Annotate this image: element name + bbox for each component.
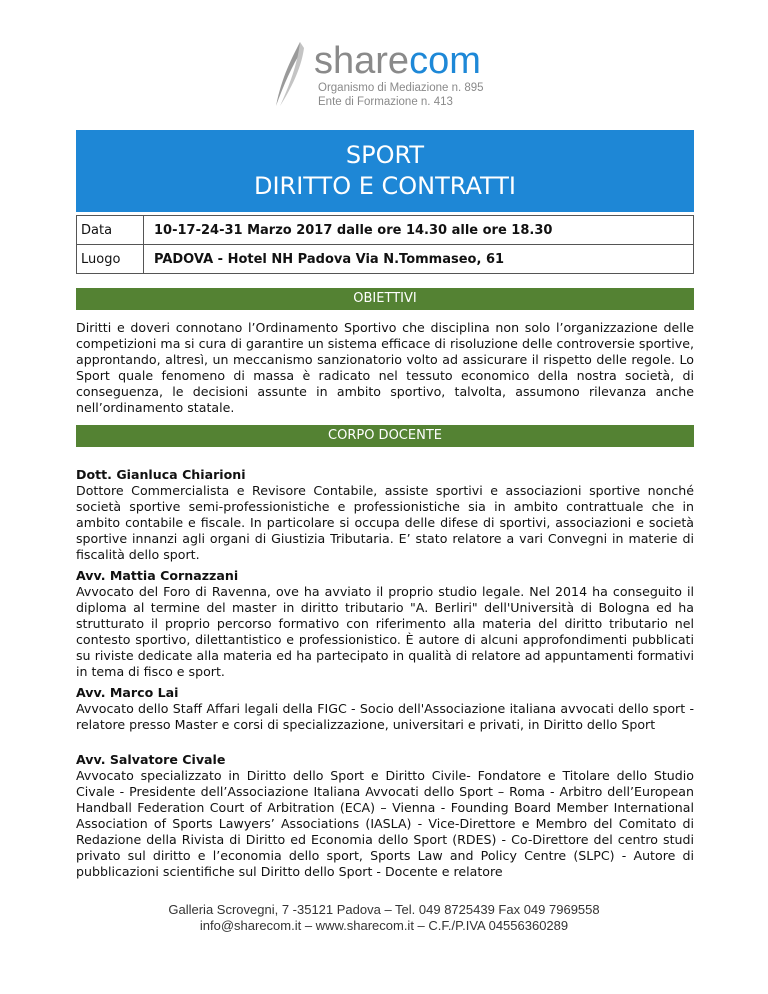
faculty-member — [76, 685, 694, 733]
logo-subtitle-mediation: Organismo di Mediazione n. 895 — [318, 82, 484, 94]
sharecom-logo — [270, 40, 510, 115]
faculty-name: Dott. Gianluca Chiarioni — [76, 467, 246, 482]
title-line-2: DIRITTO E CONTRATTI — [253, 172, 517, 200]
logo-wordmark: sharecom — [314, 40, 481, 82]
place-label: Luogo — [77, 245, 144, 274]
title-banner — [76, 130, 694, 212]
faculty-member — [76, 467, 694, 563]
faculty-bio: Avvocato specializzato in Diritto dello Sport e Diritto Civile- Fondatore e Titolare dello Studio Civale - Presidente dell’Associazione Italiana Avvocati dello Sport – Roma - Arbitro dell’European Handball Federation Court of Arbitration (ECA) – Vienna - Founding Board Member International Association of Sports Lawyers’ Associations (IASLA) - Vice-Direttore e Membro del Comitato di Redazione della Rivista di Diritto ed Economia dello Sport (RDES) - Co-Direttore del centro studi privato sul diritto e l’economia dello sport, Sports Law and Policy Centre (SLPC) - Autore di pubblicazioni scientifiche sul Diritto dello Sport - Docente e relatore — [76, 768, 694, 879]
faculty-name: Avv. Mattia Cornazzani — [76, 568, 239, 583]
title-line-1: SPORT — [345, 141, 425, 169]
faculty-member — [76, 568, 694, 680]
date-value: 10-17-24-31 Marzo 2017 dalle ore 14.30 alle ore 18.30 — [144, 216, 694, 245]
table-row — [77, 216, 694, 245]
logo-subtitle-training: Ente di Formazione n. 413 — [318, 96, 453, 108]
place-value: PADOVA - Hotel NH Padova Via N.Tommaseo, 61 — [144, 245, 694, 274]
event-info-table — [76, 215, 694, 274]
table-row — [77, 245, 694, 274]
logo-swoosh-icon — [270, 40, 316, 110]
objectives-text: Diritti e doveri connotano l’Ordinamento Sportivo che disciplina non solo l’organizzazione delle competizioni ma si cura di garantire un sistema efficace di risoluzione delle controversie sportive, approntando, altresì, un meccanismo sanzionatorio volto ad assicurare il rispetto delle regole. Lo Sport quale fenomeno di massa è radicato nel tessuto economico della nostra società, di conseguenza, le decisioni assunte in ambito sportivo, talvolta, assumono rilevanza anche nell’ordinamento statale. — [76, 320, 694, 415]
faculty-name: Avv. Marco Lai — [76, 685, 179, 700]
faculty-bio: Avvocato del Foro di Ravenna, ove ha avviato il proprio studio legale. Nel 2014 ha conseguito il diploma al termine del master in diritto tributario "A. Berliri" dell'Università di Bologna ed ha strutturato il proprio percorso formativo con riferimento alla materia del diritto tributario nel contesto sportivo, dilettantistico e professionistico. È autore di alcuni approfondimenti pubblicati su riviste dedicate alla materia ed ha partecipato in qualità di relatore ad appuntamenti formativi in tema di fisco e sport. — [76, 584, 694, 679]
faculty-member — [76, 752, 694, 880]
faculty-bio: Avvocato dello Staff Affari legali della FIGC - Socio dell'Associazione italiana avvocati dello sport - relatore presso Master e corsi di specializzazione, universitari e privati, in Diritto dello Sport — [76, 701, 694, 732]
date-label: Data — [77, 216, 144, 245]
faculty-name: Avv. Salvatore Civale — [76, 752, 226, 767]
faculty-bio: Dottore Commercialista e Revisore Contabile, assiste sportivi e associazioni sportive nonché società sportive semi-professionistiche e professionistiche sia in ambito contrattuale che in ambito contabile e fiscale. In particolare si occupa delle difese di sportivi, associazioni e società sportive innanzi agli organi di Giustizia Tributaria. E’ stato relatore a vari Convegni in materie di fiscalità dello sport. — [76, 483, 694, 562]
footer-contacts: info@sharecom.it – www.sharecom.it – C.F./P.IVA 04556360289 — [199, 918, 569, 933]
faculty-header: CORPO DOCENTE — [76, 425, 694, 447]
objectives-header: OBIETTIVI — [76, 288, 694, 310]
footer-address: Galleria Scrovegni, 7 -35121 Padova – Tel. 049 8725439 Fax 049 7969558 — [168, 902, 600, 917]
